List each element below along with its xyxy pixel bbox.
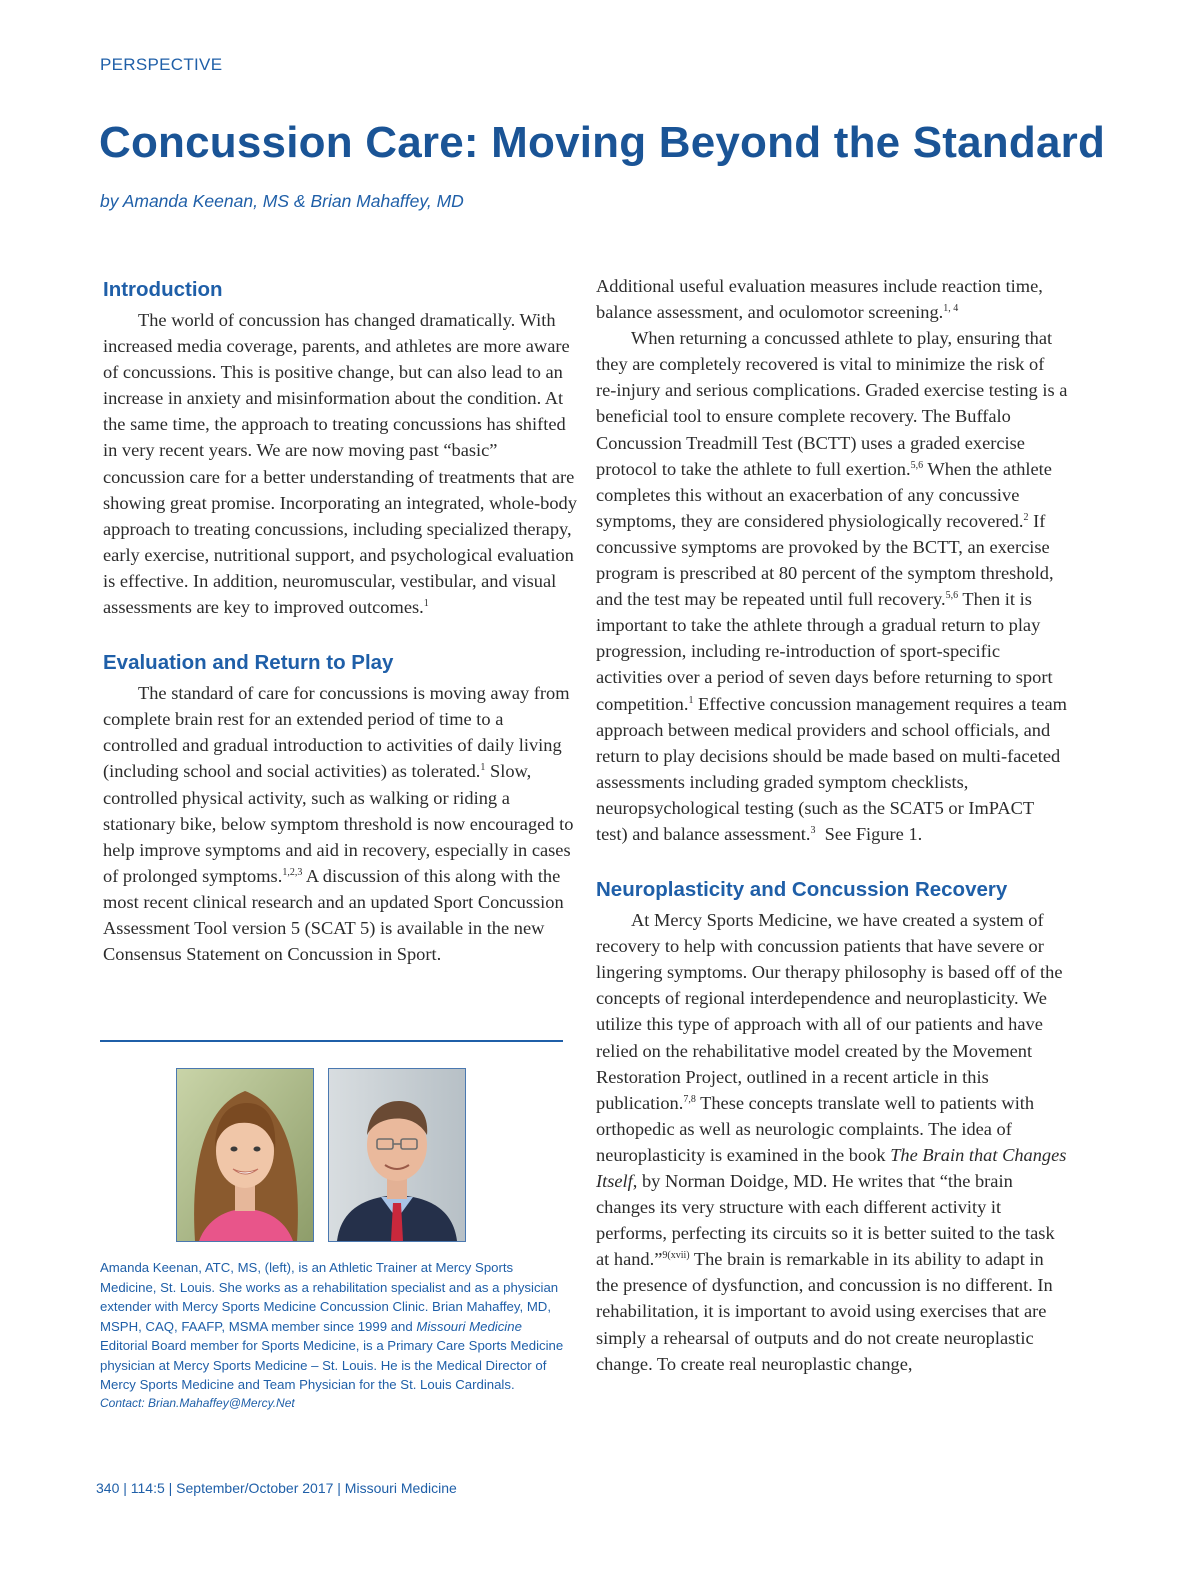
ref-marker: 1 (480, 762, 486, 774)
body-text: Additional useful evaluation measures include reaction time, balance assessment, and oculomotor screening. (596, 276, 1043, 323)
contact-info: Contact: Brian.Mahaffey@Mercy.Net (100, 1395, 295, 1410)
journal-name: Missouri Medicine (416, 1318, 522, 1334)
evaluation-text: The standard of care for concussions is moving away from complete brain rest for an extended period of time to a controlled and gradual introduction to activities of daily living (including school and social activities) as tolerated. (103, 683, 570, 782)
neuro-heading: Neuroplasticity and Concussion Recovery (596, 878, 1008, 902)
intro-text: The world of concussion has changed dramatically. With increased media coverage, parents, and athletes are more aware of concussions. This is positive change, but can also lead to an increase in anxiety and misinformation about the condition. At the same time, the approach to treating concussions has shifted in very recent years. We are now moving past “basic” concussion care for a better understanding of treatments that are showing great promise. Incorporating an integrated, whole-body approach to treating concussions, including specialized therapy, early exercise, nutritional support, and psychological evaluation is effective. In addition, neuromuscular, vestibular, and visual assessments are key to improved outcomes. (103, 310, 577, 618)
body-text: When the athlete completes this without an exacerbation of any concussive symptoms, they are considered physiologically recovered. (596, 458, 1052, 531)
body-text: , by Norman Doidge, MD. He writes that “the brain changes its very structure with each different activity it performs, perfecting its circuits so it is better suited to the task at hand.” (596, 1171, 1055, 1270)
page-footer: 340 | 114:5 | September/October 2017 | Missouri Medicine (96, 1480, 457, 1496)
evaluation-continued-paragraph (596, 273, 1068, 325)
author-bio (100, 1258, 570, 1395)
body-text: These concepts translate well to patients with orthopedic as well as neurologic complaints. The idea of neuroplasticity is examined in the book (596, 1092, 1035, 1165)
ref-marker: 1, 4 (943, 303, 959, 315)
author-caption (100, 1258, 570, 1412)
figure-reference: See Figure 1. (815, 823, 923, 844)
left-column (103, 273, 581, 967)
body-text: The brain is remarkable in its ability to adapt in the presence of dysfunction, and concussion is no different. In rehabilitation, it is important to avoid using exercises that are simply a rehearsal of outputs and do not create neuroplastic change. To create real neuroplastic change, (596, 1249, 1053, 1374)
divider-rule (100, 1040, 563, 1042)
ref-marker: 3 (810, 824, 816, 836)
book-title: The Brain that Changes Itself (596, 1144, 1067, 1191)
return-to-play-paragraph (596, 325, 1068, 847)
ref-marker: 9(xvii) (662, 1250, 690, 1262)
evaluation-text: Slow, controlled physical activity, such as walking or riding a stationary bike, below symptom threshold is now encouraged to help improve symptoms and aid in recovery, especially in cases of prolonged symptoms. (103, 761, 574, 886)
ref-marker: 5,6 (910, 459, 924, 471)
caption-text: Editorial Board member for Sports Medicine, is a Primary Care Sports Medicine physician at Mercy Sports Medicine – St. Louis. He is the Medical Director of Mercy Sports Medicine and Team Physician for the St. Louis Cardinals. (100, 1338, 564, 1392)
ref-marker: 1 (423, 598, 429, 610)
neuro-paragraph (596, 907, 1068, 1377)
author-photo-mahaffey (328, 1068, 466, 1242)
body-text: When returning a concussed athlete to play, ensuring that they are completely recovered is vital to minimize the risk of re-injury and serious complications. Graded exercise testing is a beneficial tool to ensure complete recovery. The Buffalo Concussion Treadmill Test (BCTT) uses a graded exercise protocol to take the athlete to full exertion. (596, 328, 1068, 479)
ref-marker: 5,6 (945, 590, 959, 602)
intro-paragraph (103, 307, 581, 620)
section-label: PERSPECTIVE (100, 55, 223, 74)
evaluation-heading: Evaluation and Return to Play (103, 651, 394, 675)
caption-text: Amanda Keenan, ATC, MS, (left), is an Athletic Trainer at Mercy Sports Medicine, St. Louis. She works as a rehabilitation specialist and as a physician extender with Mercy Sports Medicine Concussion Clinic. Brian Mahaffey, MD, MSPH, CAQ, FAAFP, MSMA member since 1999 and (100, 1260, 559, 1334)
author-photo-keenan (176, 1068, 314, 1242)
body-text: If concussive symptoms are provoked by the BCTT, an exercise program is prescribed at 80 percent of the symptom threshold, and the test may be repeated until full recovery. (596, 510, 1054, 610)
body-text: At Mercy Sports Medicine, we have created a system of recovery to help with concussion patients that have severe or lingering symptoms. Our therapy philosophy is based off of the concepts of regional interdependence and neuroplasticity. We utilize this type of approach with all of our patients and have relied on the rehabilitative model created by the Movement Restoration Project, outlined in a recent article in this publication. (596, 910, 1063, 1113)
article-title: Concussion Care: Moving Beyond the Standard (99, 118, 1106, 167)
ref-marker: 1 (688, 694, 694, 706)
ref-marker: 2 (1023, 511, 1029, 523)
body-text: Then it is important to take the athlete through a gradual return to play progression, including re-introduction of sport-specific activities over a period of seven days before returning to sport competition. (596, 589, 1053, 714)
right-column (596, 273, 1068, 1377)
ref-marker: 7,8 (683, 1093, 696, 1105)
body-text: Effective concussion management requires a team approach between medical providers and school officials, and return to play decisions should be made based on multi-faceted assessments including graded symptom checklists, neuropsychological testing (such as the SCAT5 or ImPACT test) and balance assessment. (596, 693, 1067, 844)
evaluation-paragraph (103, 680, 581, 967)
byline: by Amanda Keenan, MS & Brian Mahaffey, MD (100, 191, 464, 211)
ref-marker: 1,2,3 (282, 866, 303, 878)
intro-heading: Introduction (103, 278, 223, 301)
evaluation-text: A discussion of this along with the most recent clinical research and an updated Sport Concussion Assessment Tool version 5 (SCAT 5) is available in the new Consensus Statement on Concussion in Sport. (103, 865, 564, 965)
